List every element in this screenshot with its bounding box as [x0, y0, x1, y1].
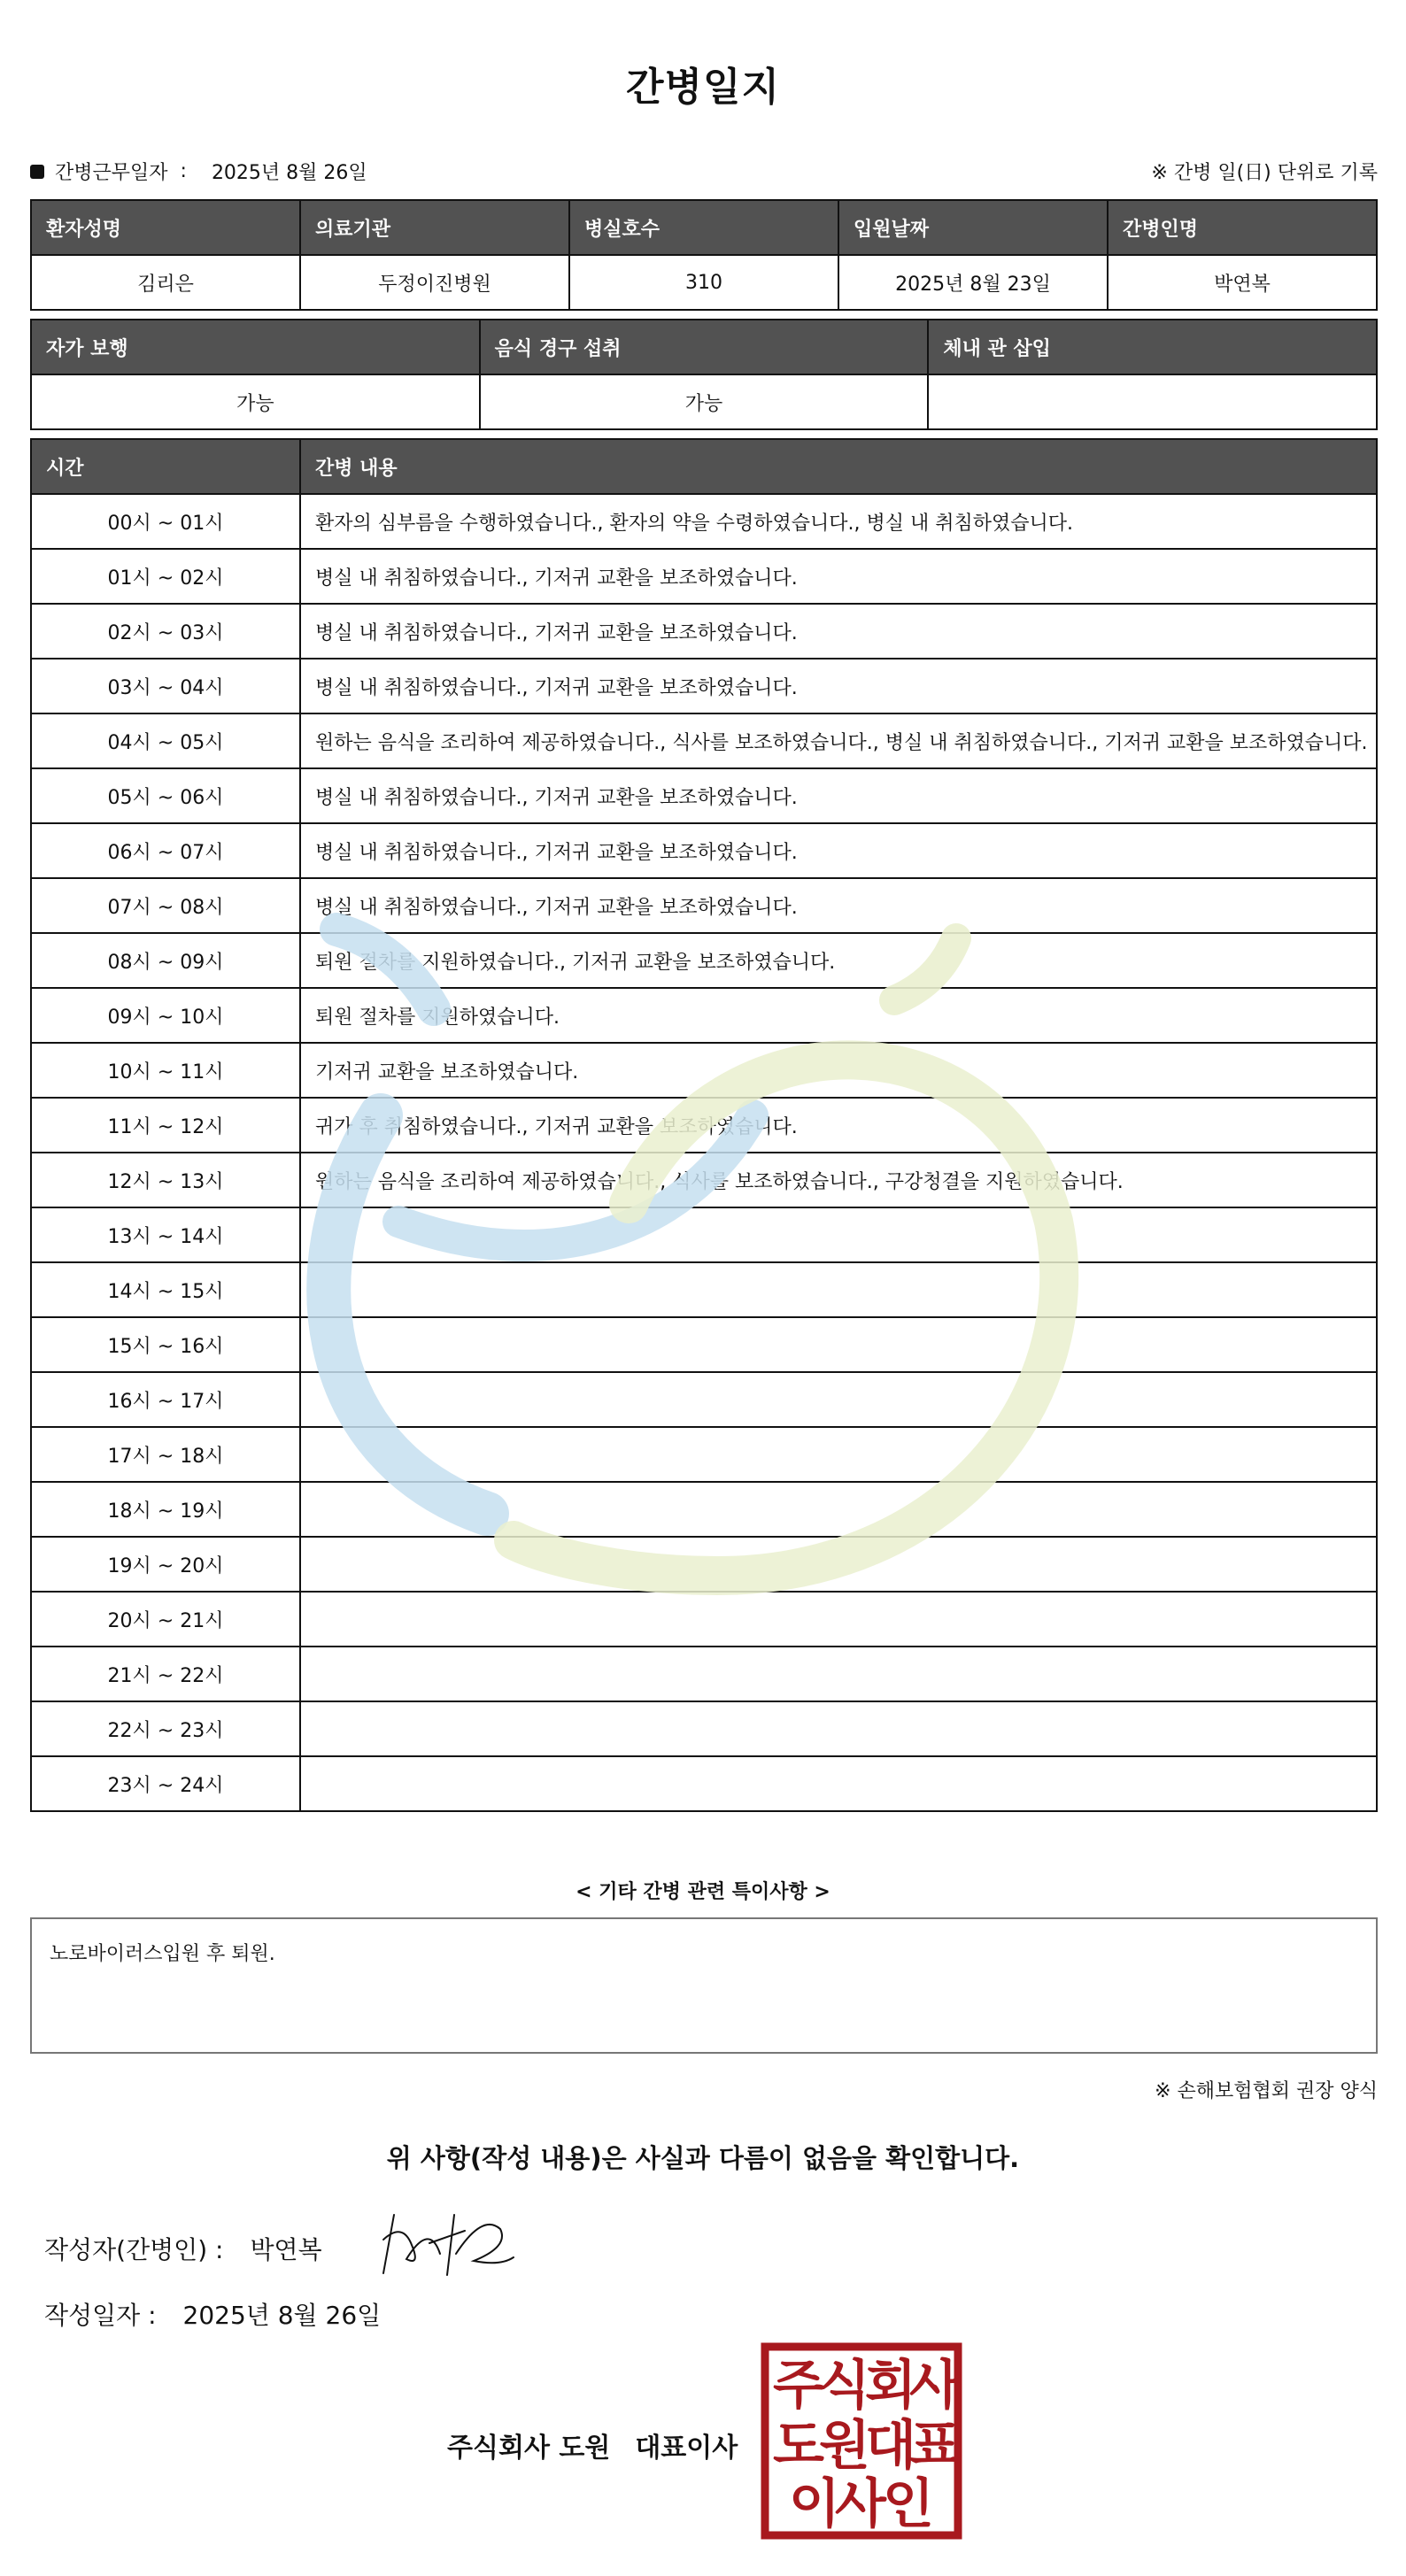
- patient-ability-table: [30, 319, 1378, 430]
- hospital-value: 두정이진병원: [300, 255, 569, 310]
- tube-insertion-value: [928, 374, 1377, 429]
- confirmation-text: 위 사항(작성 내용)은 사실과 다름이 없음을 확인합니다.: [386, 2143, 1020, 2173]
- svg-text:식: 식: [819, 2355, 870, 2417]
- care-content-cell: 병실 내 취침하였습니다., 기저귀 교환을 보조하였습니다.: [300, 878, 1377, 933]
- care-content-cell: [300, 1701, 1377, 1756]
- time-slot-cell: 21시 ~ 22시: [31, 1647, 300, 1701]
- svg-text:회: 회: [865, 2355, 916, 2417]
- table-row: [31, 768, 1377, 823]
- patient-name-value: 김리은: [31, 255, 300, 310]
- table-row: [31, 549, 1377, 604]
- time-slot-cell: 11시 ~ 12시: [31, 1098, 300, 1153]
- header-time: 시간: [31, 439, 300, 494]
- care-content-cell: [300, 1482, 1377, 1537]
- admission-date-value: 2025년 8월 23일: [838, 255, 1108, 310]
- page-title: 간병일지: [625, 65, 780, 110]
- header-self-walking: 자가 보행: [31, 320, 480, 374]
- patient-info-value-row: [31, 255, 1377, 310]
- written-date-value: 2025년 8월 26일: [182, 2301, 382, 2330]
- care-log-header-row: [31, 439, 1377, 494]
- time-slot-cell: 23시 ~ 24시: [31, 1756, 300, 1811]
- time-slot-cell: 06시 ~ 07시: [31, 823, 300, 878]
- oral-intake-value: 가능: [480, 374, 929, 429]
- table-row: [31, 1043, 1377, 1098]
- caregiver-name-value: 박연복: [1108, 255, 1377, 310]
- care-content-cell: 퇴원 절차를 지원하였습니다.: [300, 988, 1377, 1043]
- table-row: [31, 933, 1377, 988]
- care-content-cell: 환자의 심부름을 수행하였습니다., 환자의 약을 수령하였습니다., 병실 내 취침하였습니다.: [300, 494, 1377, 549]
- company-signature-line: [447, 2426, 738, 2464]
- time-slot-cell: 20시 ~ 21시: [31, 1592, 300, 1647]
- time-slot-cell: 08시 ~ 09시: [31, 933, 300, 988]
- care-content-cell: 병실 내 취침하였습니다., 기저귀 교환을 보조하였습니다.: [300, 549, 1377, 604]
- table-row: [31, 1153, 1377, 1207]
- ability-header-row: [31, 320, 1377, 374]
- work-date-label: 간병근무일자: [55, 162, 168, 184]
- work-date-value: 2025년 8월 26일: [211, 162, 367, 184]
- table-row: [31, 1427, 1377, 1482]
- notes-title: < 기타 간병 관련 특이사항 >: [576, 1881, 830, 1903]
- patient-info-header-row: [31, 200, 1377, 255]
- care-content-cell: 기저귀 교환을 보조하였습니다.: [300, 1043, 1377, 1098]
- self-walking-value: 가능: [31, 374, 480, 429]
- care-content-cell: 병실 내 취침하였습니다., 기저귀 교환을 보조하였습니다.: [300, 768, 1377, 823]
- time-slot-cell: 18시 ~ 19시: [31, 1482, 300, 1537]
- notes-text: 노로바이러스입원 후 퇴원.: [50, 1943, 275, 1965]
- header-hospital: 의료기관: [300, 200, 569, 255]
- writer-row: [44, 2231, 322, 2266]
- time-slot-cell: 10시 ~ 11시: [31, 1043, 300, 1098]
- care-content-cell: [300, 1372, 1377, 1427]
- work-date-separator: :: [180, 160, 187, 182]
- time-slot-cell: 03시 ~ 04시: [31, 659, 300, 713]
- time-slot-cell: 04시 ~ 05시: [31, 713, 300, 768]
- ability-value-row: [31, 374, 1377, 429]
- company-ceo-title: 대표이사: [635, 2433, 738, 2464]
- table-row: [31, 713, 1377, 768]
- table-row: [31, 1262, 1377, 1317]
- table-row: [31, 1207, 1377, 1262]
- care-content-cell: [300, 1592, 1377, 1647]
- table-row: [31, 494, 1377, 549]
- care-content-cell: 원하는 음식을 조리하여 제공하였습니다., 식사를 보조하였습니다., 병실 내 취침하였습니다., 기저귀 교환을 보조하였습니다.: [300, 713, 1377, 768]
- time-slot-cell: 19시 ~ 20시: [31, 1537, 300, 1592]
- svg-text:주: 주: [773, 2355, 824, 2417]
- unit-note: ※ 간병 일(日) 단위로 기록: [1151, 162, 1378, 184]
- care-content-cell: [300, 1647, 1377, 1701]
- time-slot-cell: 17시 ~ 18시: [31, 1427, 300, 1482]
- care-content-cell: [300, 1756, 1377, 1811]
- notes-box: [30, 1917, 1378, 2054]
- header-tube-insertion: 체내 관 삽입: [928, 320, 1377, 374]
- header-admission-date: 입원날짜: [838, 200, 1108, 255]
- svg-text:사: 사: [909, 2355, 961, 2417]
- care-content-cell: 병실 내 취침하였습니다., 기저귀 교환을 보조하였습니다.: [300, 823, 1377, 878]
- svg-text:도: 도: [773, 2415, 824, 2477]
- table-row: [31, 1647, 1377, 1701]
- room-number-value: 310: [569, 255, 838, 310]
- time-slot-cell: 16시 ~ 17시: [31, 1372, 300, 1427]
- table-row: [31, 604, 1377, 659]
- header-room-number: 병실호수: [569, 200, 838, 255]
- care-content-cell: [300, 1207, 1377, 1262]
- table-row: [31, 988, 1377, 1043]
- care-content-cell: [300, 1537, 1377, 1592]
- time-slot-cell: 09시 ~ 10시: [31, 988, 300, 1043]
- care-content-cell: 귀가 후 취침하였습니다., 기저귀 교환을 보조하였습니다.: [300, 1098, 1377, 1153]
- table-row: [31, 878, 1377, 933]
- table-row: [31, 1482, 1377, 1537]
- care-content-cell: 병실 내 취침하였습니다., 기저귀 교환을 보조하였습니다.: [300, 659, 1377, 713]
- care-content-cell: [300, 1262, 1377, 1317]
- table-row: [31, 1701, 1377, 1756]
- company-seal-stamp: [760, 2341, 963, 2541]
- table-row: [31, 659, 1377, 713]
- svg-text:인: 인: [883, 2473, 934, 2535]
- time-slot-cell: 14시 ~ 15시: [31, 1262, 300, 1317]
- header-caregiver-name: 간병인명: [1108, 200, 1377, 255]
- svg-text:원: 원: [819, 2415, 870, 2477]
- svg-text:사: 사: [835, 2473, 886, 2535]
- care-content-cell: 퇴원 절차를 지원하였습니다., 기저귀 교환을 보조하였습니다.: [300, 933, 1377, 988]
- care-log-body: [31, 494, 1377, 1811]
- time-slot-cell: 01시 ~ 02시: [31, 549, 300, 604]
- care-content-cell: 원하는 음식을 조리하여 제공하였습니다., 식사를 보조하였습니다., 구강청결을 지원하였습니다.: [300, 1153, 1377, 1207]
- header-patient-name: 환자성명: [31, 200, 300, 255]
- writer-name: 박연복: [250, 2235, 322, 2264]
- table-row: [31, 1372, 1377, 1427]
- time-slot-cell: 13시 ~ 14시: [31, 1207, 300, 1262]
- time-slot-cell: 12시 ~ 13시: [31, 1153, 300, 1207]
- header-oral-intake: 음식 경구 섭취: [480, 320, 929, 374]
- care-content-cell: 병실 내 취침하였습니다., 기저귀 교환을 보조하였습니다.: [300, 604, 1377, 659]
- table-row: [31, 823, 1377, 878]
- table-row: [31, 1317, 1377, 1372]
- written-date-label: 작성일자 :: [44, 2301, 157, 2330]
- time-slot-cell: 15시 ~ 16시: [31, 1317, 300, 1372]
- time-slot-cell: 02시 ~ 03시: [31, 604, 300, 659]
- svg-text:이: 이: [789, 2473, 840, 2535]
- patient-info-table: [30, 199, 1378, 311]
- time-slot-cell: 00시 ~ 01시: [31, 494, 300, 549]
- time-slot-cell: 05시 ~ 06시: [31, 768, 300, 823]
- care-log-table: [30, 438, 1378, 1812]
- work-date-row: [30, 158, 367, 185]
- form-source-note: ※ 손해보험협회 권장 양식: [1155, 2080, 1378, 2102]
- table-row: [31, 1592, 1377, 1647]
- handwritten-signature: [376, 2204, 518, 2284]
- time-slot-cell: 22시 ~ 23시: [31, 1701, 300, 1756]
- svg-text:표: 표: [909, 2415, 961, 2477]
- table-row: [31, 1537, 1377, 1592]
- svg-text:대: 대: [865, 2415, 916, 2477]
- table-row: [31, 1098, 1377, 1153]
- table-row: [31, 1756, 1377, 1811]
- company-name: 주식회사 도원: [447, 2433, 611, 2464]
- care-content-cell: [300, 1317, 1377, 1372]
- header-care-content: 간병 내용: [300, 439, 1377, 494]
- care-content-cell: [300, 1427, 1377, 1482]
- written-date-row: [44, 2296, 381, 2332]
- time-slot-cell: 07시 ~ 08시: [31, 878, 300, 933]
- writer-label: 작성자(간병인) :: [44, 2235, 224, 2264]
- bullet-square-icon: [30, 165, 44, 179]
